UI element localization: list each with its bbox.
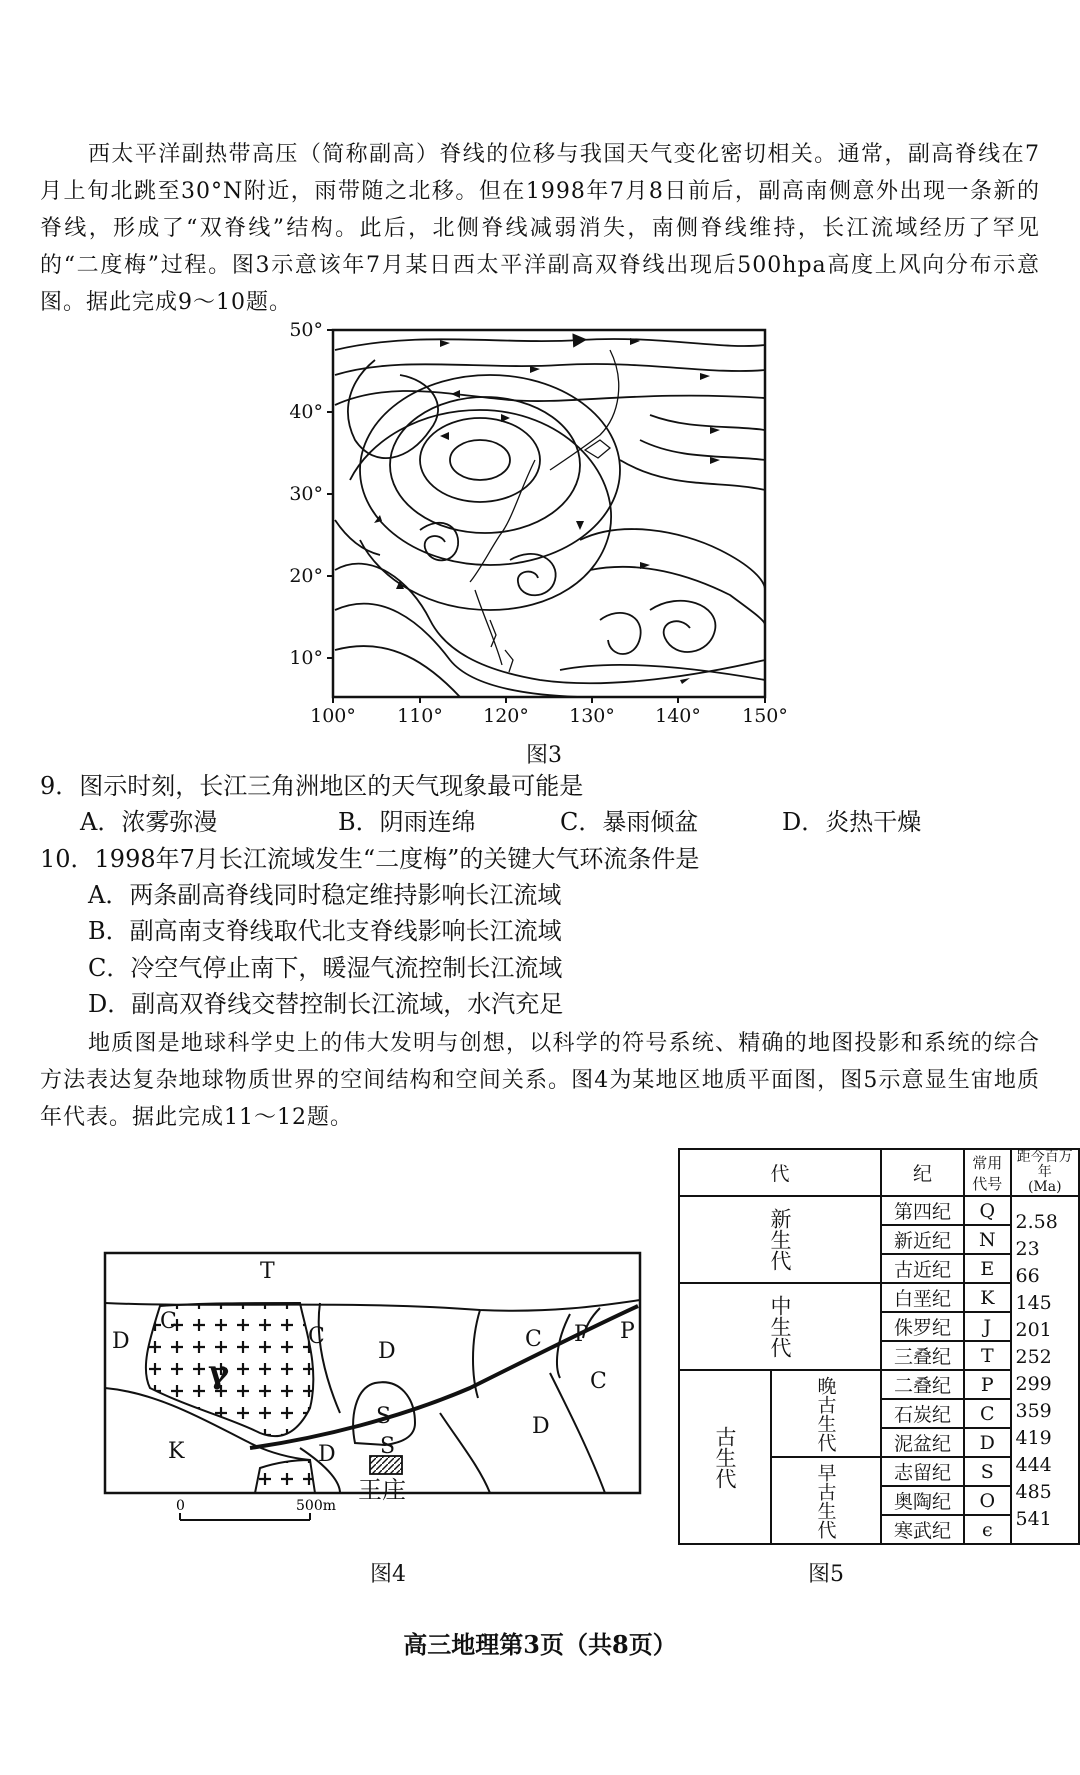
- ma-value: 2.58: [1015, 1211, 1058, 1233]
- ma-value: 359: [1015, 1400, 1052, 1422]
- ma-value: 66: [1015, 1265, 1040, 1287]
- q10-option-c: C．冷空气停止南下，暖湿气流控制长江流域: [88, 954, 563, 982]
- ma-value: 23: [1015, 1238, 1040, 1260]
- geo-label-s: S: [380, 1434, 396, 1459]
- page-footer: 高三地理第3页（共8页）: [403, 1630, 677, 1659]
- lon-label: 120°: [483, 705, 529, 727]
- period-code: N: [964, 1225, 1010, 1254]
- geo-label-c: C: [525, 1327, 542, 1352]
- geo-label-p: P: [620, 1319, 635, 1344]
- geo-label-d: D: [532, 1414, 550, 1439]
- period-code: D: [964, 1428, 1010, 1457]
- ma-value: 485: [1015, 1481, 1052, 1503]
- period-name: 泥盆纪: [881, 1428, 964, 1457]
- header-ma-unit: (Ma): [1027, 1179, 1062, 1195]
- period-code: J: [964, 1312, 1010, 1341]
- figure-5-geologic-time-table: [678, 1148, 1080, 1545]
- lat-label: 30°: [289, 483, 323, 505]
- geo-label-p: P: [574, 1322, 589, 1347]
- geo-label-c: C: [160, 1309, 177, 1334]
- lon-label: 100°: [310, 705, 356, 727]
- ma-value: 419: [1015, 1427, 1052, 1449]
- lat-label: 10°: [289, 647, 323, 669]
- figure-5-caption: 图5: [808, 1562, 844, 1587]
- geo-label-k: K: [168, 1439, 185, 1464]
- header-code: 常用代号: [964, 1149, 1010, 1196]
- era-early-paleozoic: 早古生代: [771, 1457, 881, 1544]
- period-name: 石炭纪: [881, 1399, 964, 1428]
- header-ma-label: 距今百万年: [1016, 1149, 1073, 1180]
- period-name: 奥陶纪: [881, 1486, 964, 1515]
- period-name: 侏罗纪: [881, 1312, 964, 1341]
- geo-label-gamma: γ: [208, 1353, 230, 1391]
- period-code: Q: [964, 1196, 1010, 1225]
- ma-value: 541: [1015, 1508, 1052, 1530]
- era-mesozoic: 中生代: [679, 1283, 881, 1370]
- period-code: C: [964, 1399, 1010, 1428]
- period-code: E: [964, 1254, 1010, 1283]
- village-label: 王庄: [358, 1476, 406, 1504]
- figure-4-caption: 图4: [370, 1562, 406, 1587]
- period-name: 新近纪: [881, 1225, 964, 1254]
- geo-label-d: D: [378, 1339, 396, 1364]
- lon-label: 150°: [742, 705, 788, 727]
- lat-label: 50°: [289, 320, 323, 341]
- period-name: 白垩纪: [881, 1283, 964, 1312]
- q9-option-d: D．炎热干燥: [782, 808, 922, 836]
- period-code: S: [964, 1457, 1010, 1486]
- scale-start: 0: [176, 1498, 185, 1514]
- lon-label: 130°: [569, 705, 615, 727]
- geo-label-s: S: [376, 1404, 392, 1429]
- question-9-stem: 9．图示时刻，长江三角洲地区的天气现象最可能是: [40, 772, 584, 800]
- lon-label: 110°: [397, 705, 443, 727]
- q9-option-c: C．暴雨倾盆: [560, 808, 699, 836]
- ma-value: 444: [1015, 1454, 1052, 1476]
- period-name: 第四纪: [881, 1196, 964, 1225]
- period-code: T: [964, 1341, 1010, 1370]
- question-10-stem: 10．1998年7月长江流域发生“二度梅”的关键大气环流条件是: [40, 845, 700, 873]
- scale-end: 500m: [296, 1498, 336, 1514]
- q9-option-a: A．浓雾弥漫: [80, 808, 218, 836]
- header-era: 代: [679, 1149, 881, 1196]
- period-code: ϵ: [964, 1515, 1010, 1544]
- q10-option-a: A．两条副高脊线同时稳定维持影响长江流域: [88, 881, 562, 909]
- period-code: O: [964, 1486, 1010, 1515]
- lat-label: 20°: [289, 565, 323, 587]
- period-name: 三叠纪: [881, 1341, 964, 1370]
- figure-3-streamline-map: [280, 320, 800, 730]
- geo-label-c: C: [590, 1369, 607, 1394]
- period-name: 古近纪: [881, 1254, 964, 1283]
- ma-value: 252: [1015, 1346, 1052, 1368]
- period-name: 寒武纪: [881, 1515, 964, 1544]
- geo-label-t: T: [260, 1259, 275, 1284]
- lat-label: 40°: [289, 401, 323, 423]
- ma-value: 145: [1015, 1292, 1052, 1314]
- ma-value: 201: [1015, 1319, 1052, 1341]
- era-paleozoic: 古生代: [679, 1370, 771, 1544]
- geo-label-d: D: [318, 1442, 336, 1467]
- period-code: K: [964, 1283, 1010, 1312]
- header-period: 纪: [881, 1149, 964, 1196]
- period-code: P: [964, 1370, 1010, 1399]
- ma-value: 299: [1015, 1373, 1052, 1395]
- q9-option-b: B．阴雨连绵: [338, 808, 476, 836]
- era-cenozoic: 新生代: [679, 1196, 881, 1283]
- era-late-paleozoic: 晚古生代: [771, 1370, 881, 1457]
- period-name: 志留纪: [881, 1457, 964, 1486]
- figure-4-geologic-map: [100, 1248, 650, 1538]
- q10-option-d: D．副高双脊线交替控制长江流域，水汽充足: [88, 990, 564, 1018]
- figure-3-caption: 图3: [526, 743, 562, 768]
- intro-paragraph-1: 西太平洋副热带高压（简称副高）脊线的位移与我国天气变化密切相关。通常，副高脊线在7月上旬北跳至30°N附近，雨带随之北移。但在1998年7月8日前后，副高南侧意外出现一条新的脊线，形成了“双脊线”结构。此后，北侧脊线减弱消失，南侧脊线维持，长江流域经历了罕见的“二度梅”过程。图3示意该年7月某日西太平洋副高双脊线出现后500hpa高度上风向分布示意图。据此完成9～10题。: [40, 142, 1040, 315]
- lon-label: 140°: [655, 705, 701, 727]
- ma-column: [1011, 1196, 1080, 1544]
- geo-label-d: D: [112, 1329, 130, 1354]
- q10-option-b: B．副高南支脊线取代北支脊线影响长江流域: [88, 917, 562, 945]
- geo-label-c: C: [308, 1324, 325, 1349]
- header-ma: [1011, 1149, 1080, 1196]
- intro-paragraph-2: 地质图是地球科学史上的伟大发明与创想，以科学的符号系统、精确的地图投影和系统的综合方法表达复杂地球物质世界的空间结构和空间关系。图4为某地区地质平面图，图5示意显生宙地质年代表。据此完成11～12题。: [40, 1031, 1040, 1130]
- period-name: 二叠纪: [881, 1370, 964, 1399]
